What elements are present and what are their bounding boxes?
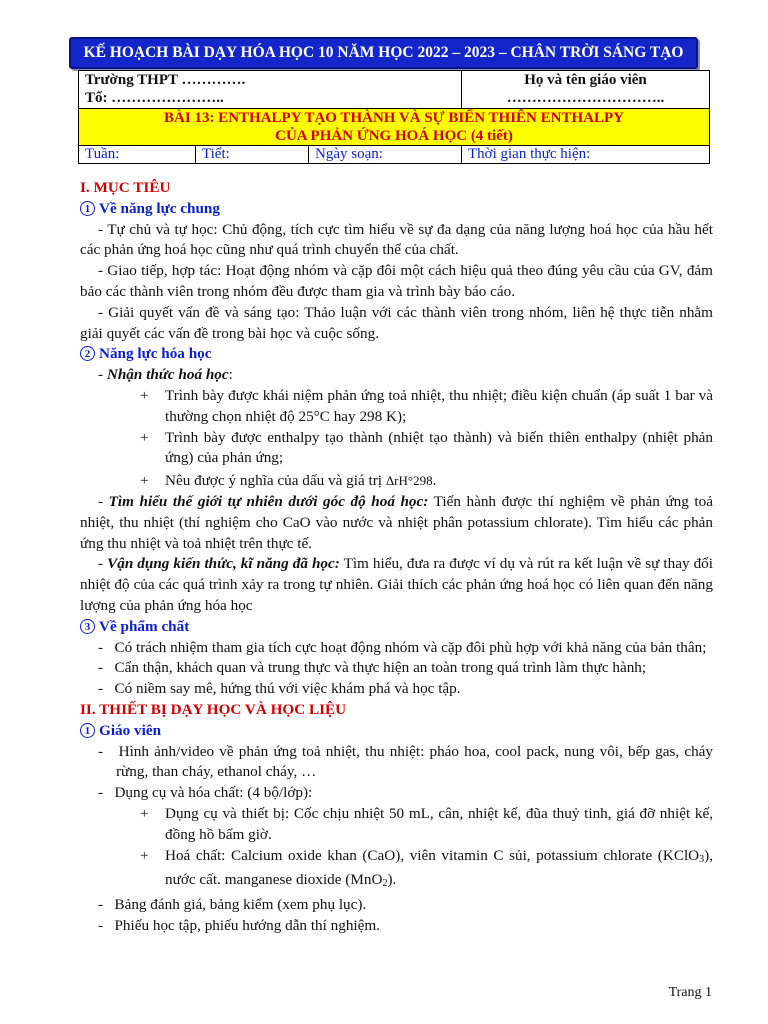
paragraph-text: Tìm hiểu, đưa ra được ví dụ và rút ra kết luận về sự thay đổi nhiệt độ của các quá trình xảy ra trong tự nhiên. Giải thích các phản ứng hoá học có liên quan đến năng lượng của phản ứng hóa học [80, 555, 713, 614]
list-item [80, 783, 713, 804]
lesson-title-line1: BÀI 13: ENTHALPY TẠO THÀNH VÀ SỰ BIẾN THIÊN ENTHALPY [164, 110, 624, 126]
paragraph: - Giao tiếp, hợp tác: Hoạt động nhóm và cặp đôi một cách hiệu quả theo đúng yêu cầu của GV, đảm bảo các thành viên trong nhóm đều được tham gia và trình bày báo cáo. [80, 262, 713, 300]
list-item-text: Phiếu học tập, phiếu hướng dẫn thí nghiệm. [114, 916, 381, 934]
list-item-text: Có trách nhiệm tham gia tích cực hoạt động nhóm và cặp đôi phù hợp với khả năng của bản thân; [114, 638, 707, 656]
paragraph-text: Tiến hành được thí nghiệm về phản ứng toả nhiệt, thu nhiệt (thí nghiệm cho CaO vào nước và nhiệt phân potassium chlorate). Tìm hiểu các phản ứng thu nhiệt và toả nhiệt trên thực tế. [80, 492, 713, 552]
list-item [80, 428, 713, 470]
list-item-text: Có niềm say mê, hứng thú với việc khám phá và học tập. [114, 680, 461, 698]
list-item-text: Hoá chất: Calcium oxide khan (CaO), viên vitamin C sủi, potassium chlorate (KClO [165, 846, 700, 864]
period-cell: Tiết: [196, 146, 309, 164]
time-cell: Thời gian thực hiện: [462, 146, 710, 164]
circled-number-icon: 3 [80, 619, 95, 634]
teacher-cell [462, 71, 710, 109]
date-cell: Ngày soạn: [309, 146, 462, 164]
teacher-dots: ………………………….. [506, 90, 665, 106]
dash-bullet: - [98, 659, 104, 677]
subsection-label: Về năng lực chung [99, 199, 220, 217]
document-body [80, 178, 713, 937]
paragraph: - Tự chủ và tự học: Chủ động, tích cực tìm hiểu về sự đa dạng của năng lượng hoá học của hầu hết các phản ứng hoá học cũng như quá trình chuyển thể của chất. [80, 220, 713, 259]
dash-bullet: - [98, 784, 104, 802]
section-1-title: I. MỤC TIÊU [80, 179, 171, 196]
dash-bullet: - [98, 742, 104, 760]
school-cell [79, 71, 462, 109]
list-item [80, 895, 713, 916]
list-item: + Nêu được ý nghĩa của dấu và giá trị ΔrH°298. [80, 471, 713, 492]
group-name: Tổ: ………………….. [85, 90, 224, 106]
subscript: 3 [699, 853, 705, 865]
list-item [80, 804, 713, 846]
circled-number-icon: 1 [80, 201, 95, 216]
dash-bullet: - [98, 680, 104, 698]
dash-bullet: - [98, 896, 104, 914]
italic-label: Nhận thức hoá học [106, 366, 229, 384]
paragraph: - Nhận thức hoá học: [98, 366, 233, 384]
circled-number-icon: 2 [80, 346, 95, 361]
subsection-label: Về phẩm chất [99, 617, 190, 635]
dash-bullet: - [98, 366, 104, 384]
page-number: Trang 1 [668, 985, 712, 1000]
circled-number-icon: 1 [80, 723, 95, 738]
italic-label: Vận dụng kiến thức, kĩ năng đã học: [107, 555, 340, 573]
lesson-title-line2: CỦA PHẢN ỨNG HOÁ HỌC (4 tiết) [275, 128, 513, 144]
week-cell: Tuần: [79, 146, 196, 164]
subsection-chemistry-competence [80, 344, 713, 365]
list-item-text: Bảng đánh giá, bảng kiểm (xem phụ lục). [114, 896, 367, 914]
list-item-text: ). [387, 871, 397, 889]
subsection-general-competence [80, 199, 713, 220]
dash-bullet: - [98, 638, 104, 656]
subsection-label: Giáo viên [99, 721, 162, 739]
list-item-text: Cẩn thận, khách quan và trung thực và thực hiện an toàn trong quá trình làm thực hành; [114, 659, 647, 677]
list-item [80, 386, 713, 428]
list-item-text: Dụng cụ và hóa chất: (4 bộ/lớp): [114, 784, 313, 802]
header-banner: KẾ HOẠCH BÀI DẠY HÓA HỌC 10 NĂM HỌC 2022 – 2023 – CHÂN TRỜI SÁNG TẠO [69, 37, 698, 69]
list-item-text: Hình ảnh/video về phản ứng toả nhiệt, thu nhiệt: pháo hoa, cool pack, nung vôi, bếp gas, cháy rừng, than cháy, ethanol cháy, … [116, 742, 713, 781]
list-item-text: Trình bày được enthalpy tạo thành (nhiệt tạo thành) và biến thiên enthalpy (nhiệt phản ứng) của phản ứng; [165, 428, 713, 467]
subsection-qualities [80, 617, 713, 638]
subsection-teacher [80, 721, 713, 742]
lesson-title [79, 109, 710, 146]
plus-bullet: + [140, 846, 149, 864]
plus-bullet: + [140, 386, 149, 404]
dash-bullet: - [98, 916, 104, 934]
list-item [80, 679, 713, 700]
subscript: 2 [382, 878, 388, 890]
list-item-text: Trình bày được khái niệm phản ứng toả nhiệt, thu nhiệt; điều kiện chuẩn (áp suất 1 bar và thường chọn nhiệt độ 25°C hay 298 K); [165, 386, 713, 425]
school-name: Trường THPT …………. [85, 72, 246, 88]
list-item [80, 846, 713, 896]
plus-bullet: + [140, 804, 149, 822]
section-2-title: II. THIẾT BỊ DẠY HỌC VÀ HỌC LIỆU [80, 700, 347, 718]
list-item [80, 742, 713, 784]
list-item-text: ), nước cất. manganese dioxide (MnO [165, 846, 713, 889]
teacher-label: Họ và tên giáo viên [524, 72, 647, 88]
list-item-text: Nêu được ý nghĩa của dấu và giá trị [165, 472, 383, 490]
plus-bullet: + [140, 428, 149, 446]
paragraph: - Giải quyết vấn đề và sáng tạo: Thảo luận với các thành viên trong nhóm, liên hệ thực tiễn nhằm giải quyết các vấn đề trong bài học và cuộc sống. [80, 303, 713, 342]
plus-bullet: + [140, 472, 149, 490]
list-item [80, 916, 713, 937]
paragraph: - Tìm hiểu thế giới tự nhiên dưới góc độ hoá học: Tiến hành được thí nghiệm về phản ứng toả nhiệt, thu nhiệt (thí nghiệm cho CaO vào nước và nhiệt phân potassium chlorate). Tìm hiểu các phản ứng thu nhiệt và toả nhiệt trên thực tế. [80, 492, 713, 552]
subsection-label: Năng lực hóa học [99, 345, 212, 363]
list-item [80, 658, 713, 679]
paragraph: - Vận dụng kiến thức, kĩ năng đã học: Tìm hiểu, đưa ra được ví dụ và rút ra kết luận về sự thay đổi nhiệt độ của các quá trình xảy ra trong tự nhiên. Giải thích các phản ứng hoá học có liên quan đến năng lượng của phản ứng hóa học [80, 555, 713, 614]
list-item [80, 638, 713, 659]
list-item-text: Dụng cụ và thiết bị: Cốc chịu nhiệt 50 mL, cân, nhiệt kế, đũa thuỷ tinh, giá đỡ nhiệt kế, đồng hồ bấm giờ. [165, 804, 713, 843]
italic-label: Tìm hiểu thế giới tự nhiên dưới góc độ hoá học: [108, 492, 429, 510]
enthalpy-formula: ΔrH°298 [385, 473, 433, 489]
info-table [78, 70, 710, 164]
